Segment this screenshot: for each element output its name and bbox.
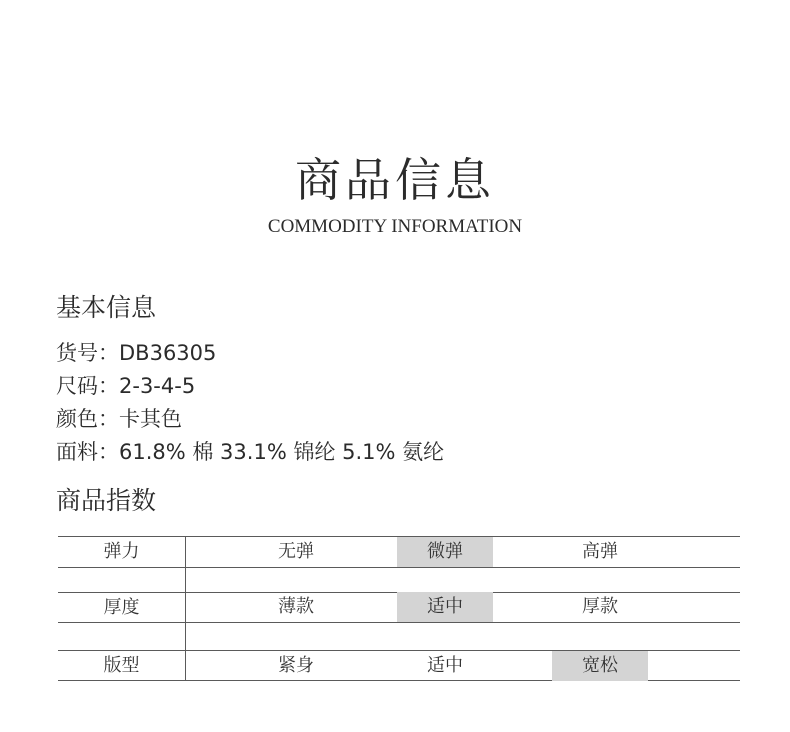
index-option: 紧身 <box>278 655 314 676</box>
info-separator: ： <box>98 407 119 431</box>
index-option-selected: 微弹 <box>397 537 493 567</box>
index-option: 适中 <box>427 655 463 676</box>
index-option: 无弹 <box>278 541 314 562</box>
index-option-selected: 适中 <box>397 592 493 622</box>
page-title-cn: 商品信息 <box>295 153 495 207</box>
info-label: 货号 <box>56 341 98 365</box>
info-value: 卡其色 <box>119 407 182 431</box>
index-option: 高弹 <box>582 541 618 562</box>
index-option: 薄款 <box>278 596 314 617</box>
page-title-en: COMMODITY INFORMATION <box>267 216 523 237</box>
info-separator: ： <box>98 440 119 464</box>
info-line-size <box>56 372 195 400</box>
index-row-label-fit: 版型 <box>103 655 140 676</box>
info-label: 面料 <box>56 440 98 464</box>
product-index-heading: 商品指数 <box>56 486 157 515</box>
info-value: 61.8% 棉 33.1% 锦纶 5.1% 氨纶 <box>119 440 445 464</box>
index-option: 厚款 <box>582 596 618 617</box>
info-label: 尺码 <box>56 374 98 398</box>
product-index-table <box>58 536 740 681</box>
info-line-fabric <box>56 438 444 466</box>
basic-info-heading: 基本信息 <box>56 293 157 322</box>
info-line-color <box>56 405 182 433</box>
index-row-label-thickness: 厚度 <box>103 597 140 618</box>
info-separator: ： <box>98 374 119 398</box>
index-option-selected: 宽松 <box>552 651 648 681</box>
info-separator: ： <box>98 341 119 365</box>
table-column-divider <box>185 536 186 681</box>
index-row-label-elasticity: 弹力 <box>103 541 140 562</box>
table-rule <box>58 567 740 568</box>
info-value: DB36305 <box>119 341 217 365</box>
info-value: 2-3-4-5 <box>119 374 196 398</box>
info-label: 颜色 <box>56 407 98 431</box>
info-line-item-number <box>56 339 216 367</box>
